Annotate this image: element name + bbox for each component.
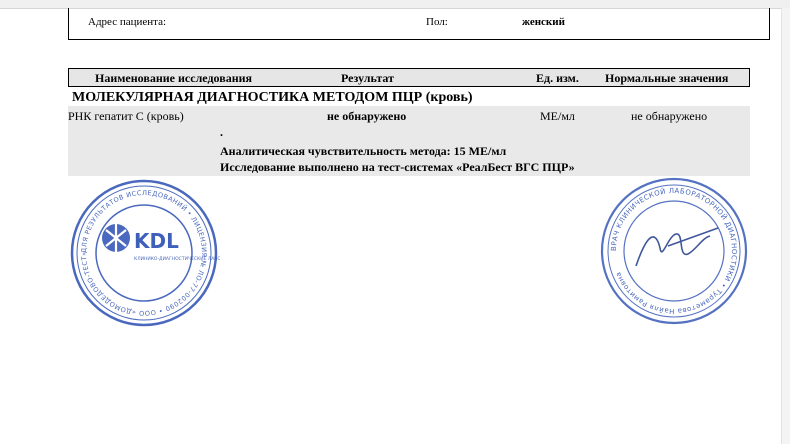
header-result: Результат	[341, 71, 395, 85]
header-test-name: Наименование исследования	[95, 71, 253, 85]
left-seal-logo: KDL	[134, 229, 179, 253]
patient-info-box	[68, 8, 770, 40]
lab-seal-svg	[68, 178, 220, 328]
signature-mark	[636, 228, 718, 266]
right-seal-ring-text: ВРАЧ КЛИНИЧЕСКОЙ ЛАБОРАТОРНОЙ ДИАГНОСТИКИ • Тураметова Найля Рамитовна	[609, 186, 739, 316]
row-unit: МЕ/мл	[540, 109, 575, 123]
row-test-name: РНК гепатит С (кровь)	[68, 109, 184, 123]
left-seal-ring-text: ДЛЯ РЕЗУЛЬТАТОВ ИССЛЕДОВАНИЙ • ЛИЦЕНЗИЯ № ЛО-77-002090 • ООО «ДОМОДЕДОВО-ТЕСТ»	[79, 188, 209, 318]
doctor-seal-svg	[598, 176, 750, 326]
patient-address-label: Адрес пациента:	[88, 16, 167, 28]
left-seal-subtitle: КЛИНИКО-ДИАГНОСТИЧЕСКИЕ ЛАБО	[134, 257, 220, 262]
svg-text:ДЛЯ РЕЗУЛЬТАТОВ ИССЛЕДОВАНИЙ •	[80, 189, 208, 317]
row-kit-note: Исследование выполнено на тест-системах «РеалБест ВГС ПЦР»	[220, 160, 575, 174]
header-unit: Ед. изм.	[536, 71, 579, 85]
section-title: МОЛЕКУЛЯРНАЯ ДИАГНОСТИКА МЕТОДОМ ПЦР (кровь)	[72, 90, 473, 105]
svg-text:ВРАЧ КЛИНИЧЕСКОЙ ЛАБОРАТОРНОЙ	[610, 187, 738, 315]
patient-sex-label: Пол:	[426, 16, 448, 28]
lab-seal-stamp	[68, 178, 220, 328]
viewer-scroll-gutter[interactable]	[781, 8, 790, 444]
patient-sex-value: женский	[522, 16, 565, 28]
row-norm: не обнаружено	[631, 109, 708, 123]
results-table-header	[68, 68, 750, 87]
row-dot: .	[220, 125, 223, 139]
doctor-seal-stamp	[598, 176, 750, 326]
header-norm: Нормальные значения	[605, 71, 729, 85]
result-row	[68, 106, 750, 176]
row-result: не обнаружено	[327, 109, 407, 123]
row-sensitivity-note: Аналитическая чувствительность метода: 15 МЕ/мл	[220, 144, 507, 158]
